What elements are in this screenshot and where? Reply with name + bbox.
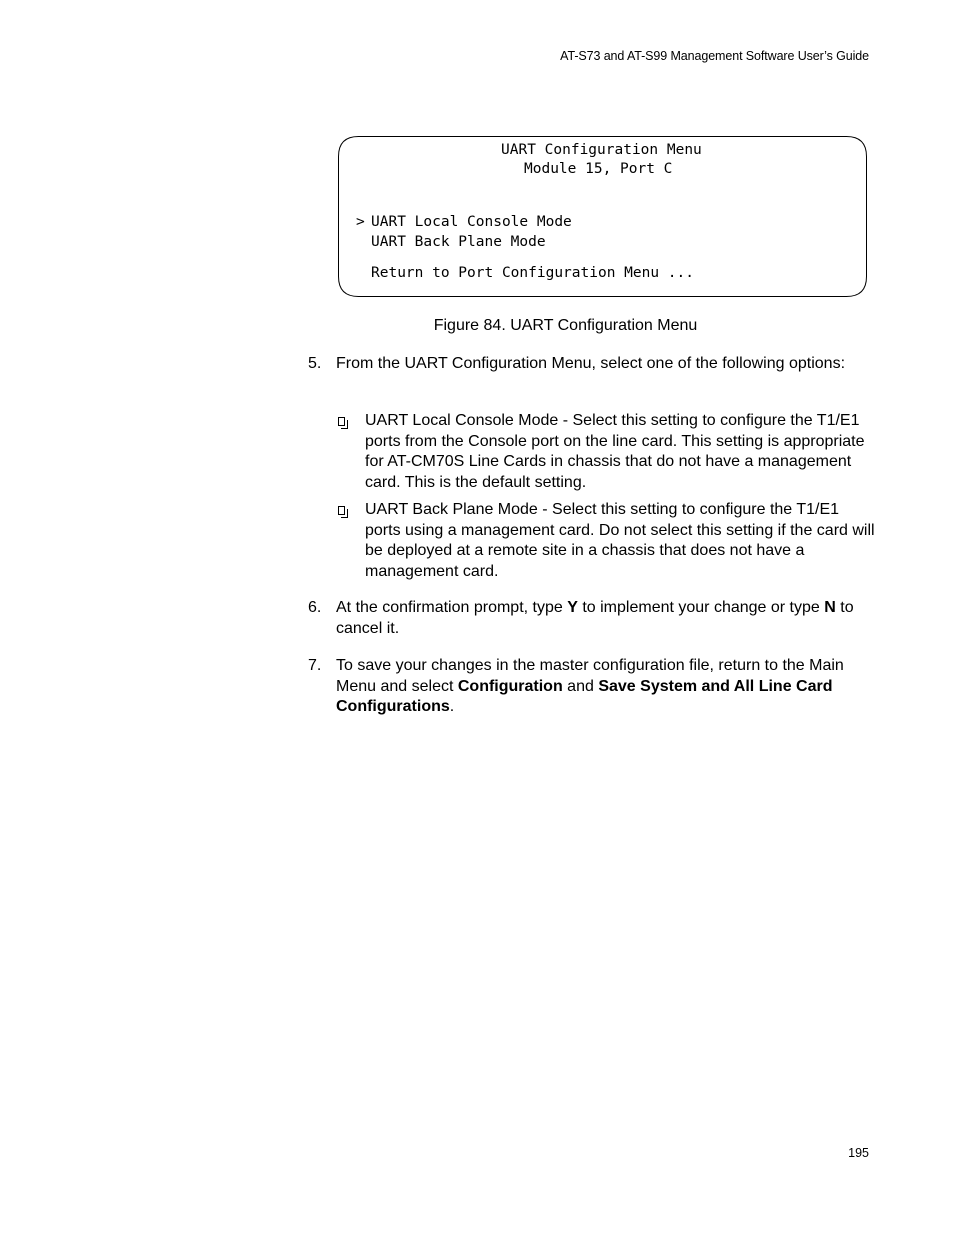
terminal-menu-figure (338, 136, 866, 296)
bullet-text: UART Back Plane Mode - Select this setting to configure the T1/E1 ports using a management card. Do not select this setting if the card will be deployed at a remote site in a chassis that does not have a management card. (365, 501, 875, 580)
step-number: 6. (308, 599, 322, 616)
step-number: 7. (308, 657, 322, 674)
running-header: AT-S73 and AT-S99 Management Software User’s Guide (560, 49, 869, 63)
key-no: N (824, 599, 836, 616)
page-number: 195 (848, 1146, 869, 1160)
bullet-uart-back-plane (336, 500, 876, 582)
terminal-menu-subtitle: Module 15, Port C (524, 161, 673, 177)
menu-item-return-port-config[interactable]: Return to Port Configuration Menu ... (371, 265, 695, 281)
terminal-cursor: > (356, 214, 365, 230)
bullet-text: UART Local Console Mode - Select this setting to configure the T1/E1 ports from the Console port on the line card. This setting is appropriate for AT-CM70S Line Cards in chassis that do not have a management card. This is the default setting. (365, 412, 865, 491)
step-7 (308, 656, 878, 718)
key-yes: Y (567, 599, 578, 616)
step-text: At the confirmation prompt, type Y to implement your change or type N to cancel it. (336, 599, 854, 637)
step-6 (308, 598, 878, 639)
menu-item-uart-back-plane[interactable]: UART Back Plane Mode (371, 234, 546, 250)
step-text: To save your changes in the master configuration file, return to the Main Menu and select Configuration and Save System and All Line Card Configurations. (336, 657, 844, 715)
menu-item-uart-local-console[interactable]: UART Local Console Mode (371, 214, 572, 230)
step-5 (308, 354, 878, 375)
checkbox-bullet-icon (338, 506, 345, 515)
step-text: From the UART Configuration Menu, select one of the following options: (336, 355, 846, 372)
checkbox-bullet-icon (338, 417, 345, 426)
bullet-uart-local-console (336, 411, 876, 493)
figure-caption: Figure 84. UART Configuration Menu (433, 317, 698, 334)
step-number: 5. (308, 355, 322, 372)
menu-option-save-all: Save System and All Line Card Configurations (336, 677, 833, 715)
terminal-menu-title: UART Configuration Menu (501, 142, 702, 158)
menu-option-configuration: Configuration (457, 677, 563, 695)
